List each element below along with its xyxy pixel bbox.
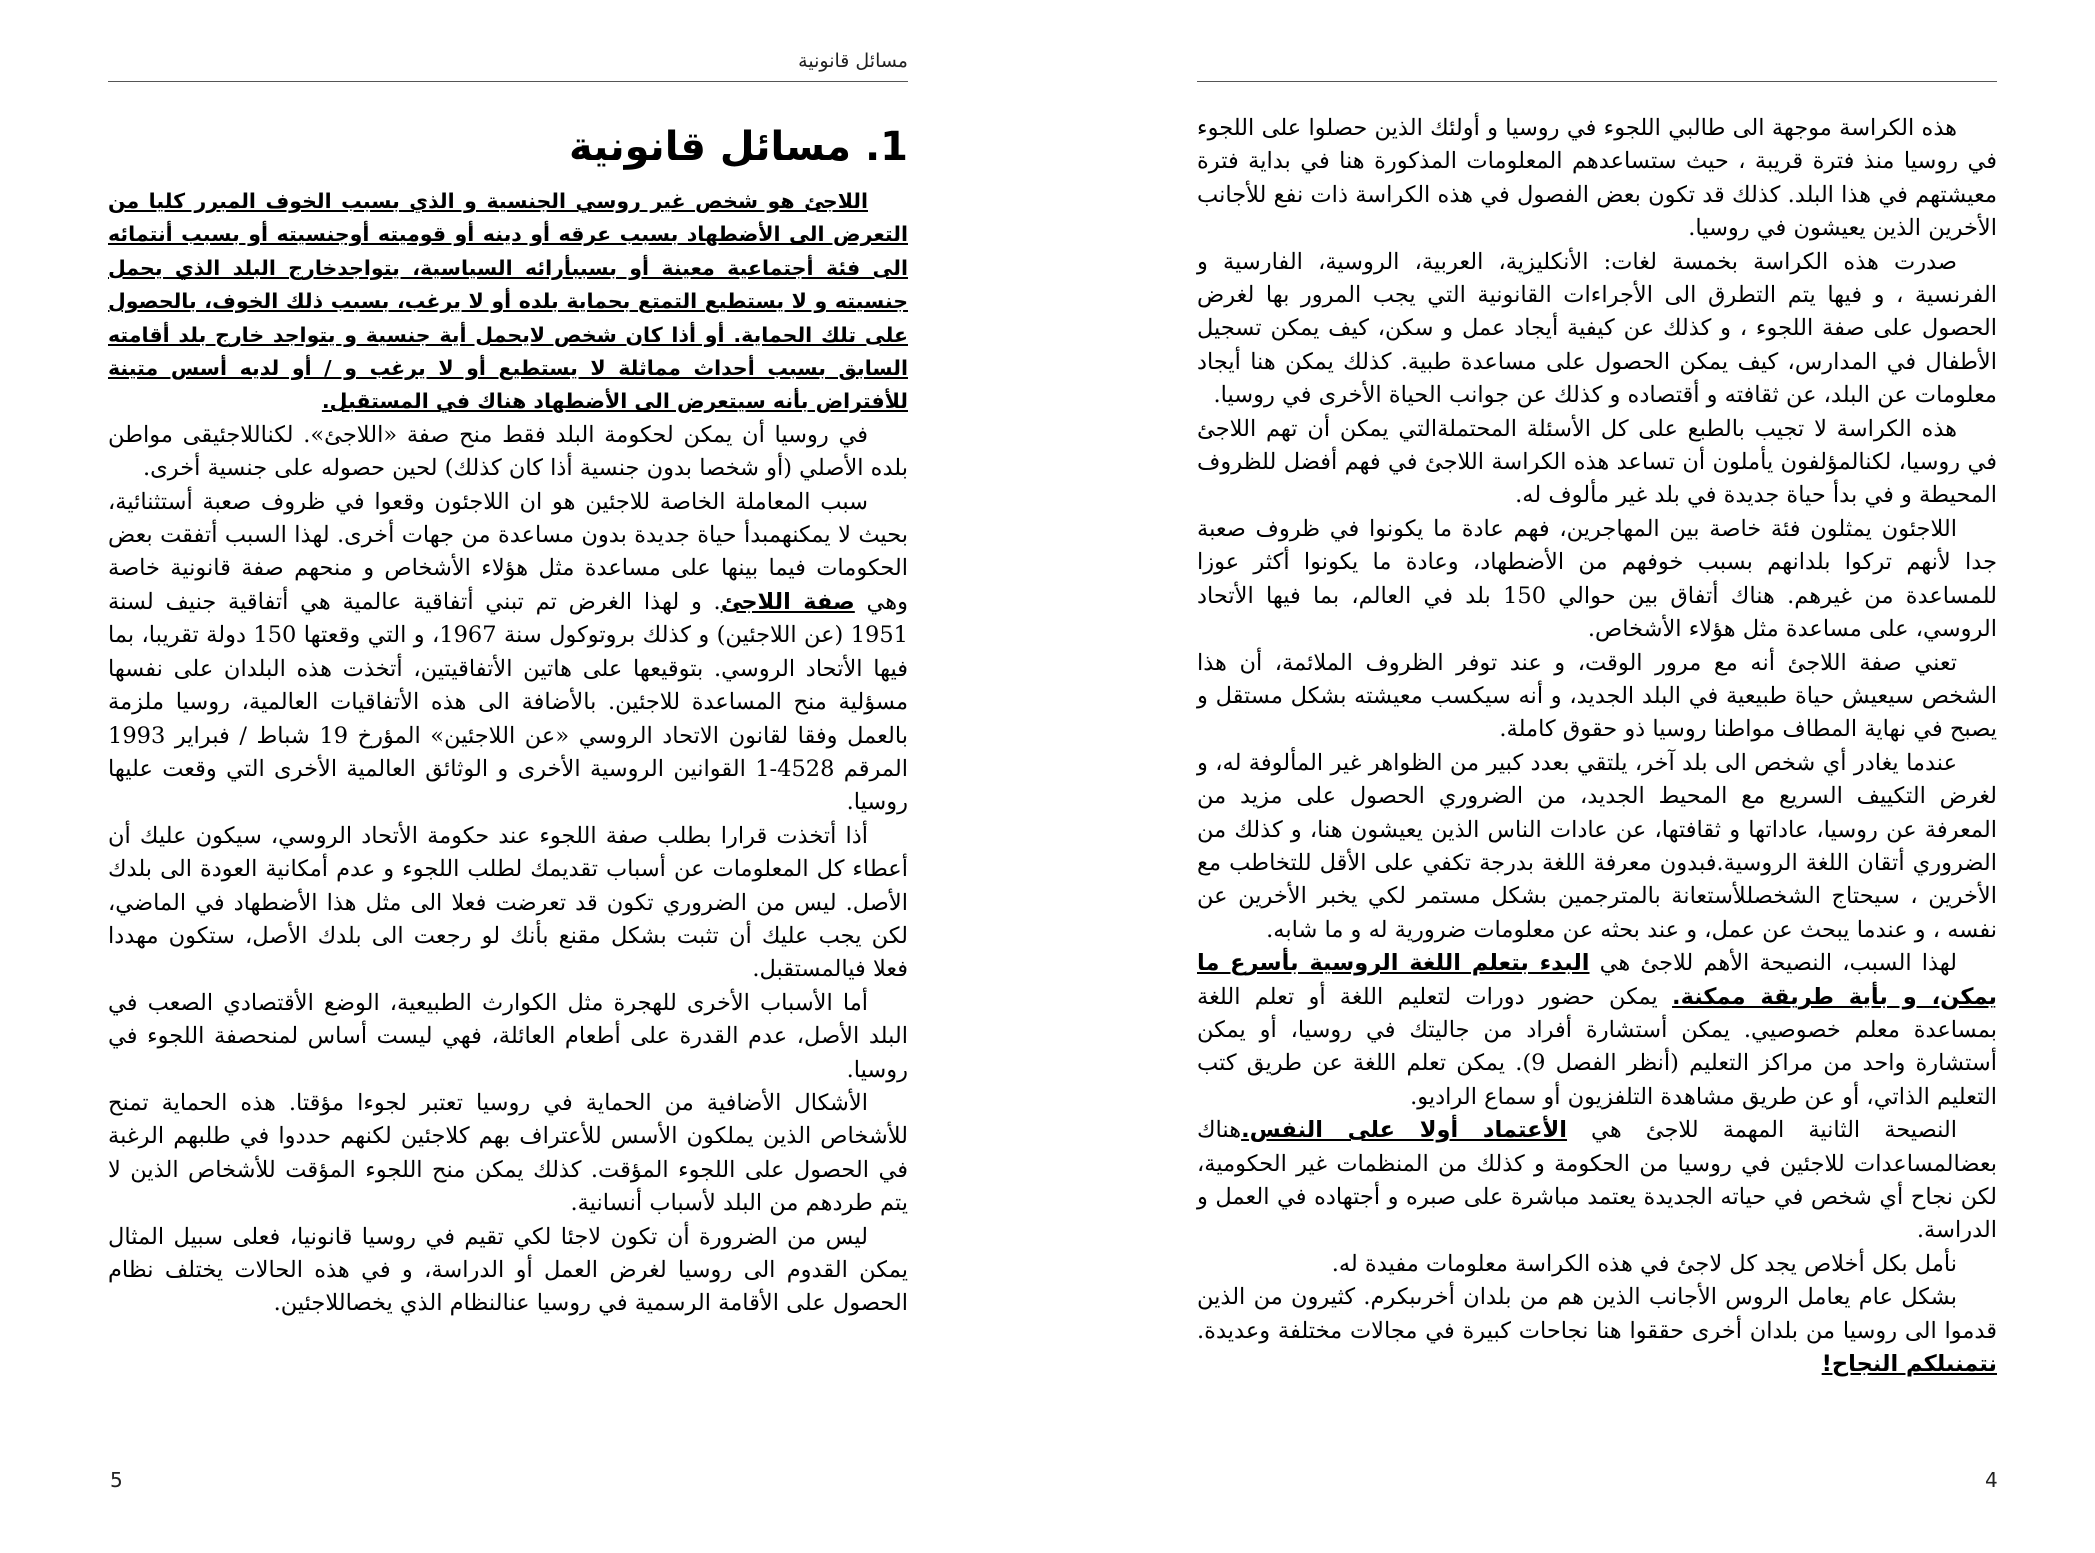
definition-text: اللاجئ هو شخص غير روسي الجنسية و الذي بسبب الخوف المبرر كليا من التعرض الى الأضطهاد بسبب عرقه أو دينه أو قوميته أوجنسيته أو بسبب أنتمائه الى فئة أجتماعية معينة أو بسببأرائه السياسية، يتواجدخارج البلد الذي يحمل جنسيته و لا يستطيع التمتع بحماية بلده أو لا يرغب، بسبب ذلك الخوف، بالحصول على تلك الحماية. أو أذا كان شخص لايحمل أية جنسية و يتواجد خارج بلد أقامته السابق بسبب أحداث مماثلة لا يستطيع أو لا يرغب و / أو لديه أسس متينة للأفتراض بأنه سيتعرض الى الأضطهاد هناك في المستقبل.: [108, 189, 908, 414]
paragraph: اللاجئون يمثلون فئة خاصة بين المهاجرين، فهم عادة ما يكونوا في ظروف صعبة جدا لأنهم تركوا بلدانهم بسبب خوفهم من الأضطهاد، وعادة ما يكونوا أكثر عوزا للمساعدة من غيرهم. هناك أتفاق بين حوالي 150 بلد في العالم، بما فيها الأتحاد الروسي، على مساعدة مثل هؤلاء الأشخاص.: [1197, 515, 1998, 643]
running-header: مسائل قانونية: [108, 50, 908, 82]
page-number: 5: [110, 1468, 123, 1492]
paragraph: نأمل بكل أخلاص يجد كل لاجئ في هذه الكراسة معلومات مفيدة له.: [1331, 1250, 1957, 1277]
left-column: [108, 185, 908, 1321]
paragraph: [108, 486, 908, 820]
highlight-text: الأعتماد أولا على النفس.: [1241, 1117, 1568, 1144]
chapter-title: 1. مسائل قانونية: [568, 124, 908, 170]
right-column: [1197, 112, 1997, 1381]
paragraph: أما الأسباب الأخرى للهجرة مثل الكوارث الطبيعية، الوضع الأقتصادي الصعب في البلد الأصل، عدم القدرة على أطعام العائلة، فهي ليست أساس لمنحصفة اللجوء في روسيا.: [108, 989, 908, 1083]
paragraph: في روسيا أن يمكن لحكومة البلد فقط منح صفة «اللاجئ». لكناللاجئيقى مواطن بلده الأصلي (أو شخصا بدون جنسية أذا كان كذلك) لحين حصوله على جنسية أخرى.: [108, 421, 908, 482]
highlight-text: صفة اللاجئ: [720, 588, 855, 615]
paragraph: تعني صفة اللاجئ أنه مع مرور الوقت، و عند توفر الظروف الملائمة، أن هذا الشخص سيعيش حياة طبيعية في البلد الجديد، و أنه سيكسب معيشته بشكل مستقل و يصبح في نهاية المطاف مواطنا روسيا ذو حقوق كاملة.: [1197, 649, 1997, 743]
paragraph-text: النصيحة الثانية المهمة للاجئ هي: [1567, 1117, 1958, 1144]
paragraph-text: لهذا السبب، النصيحة الأهم للاجئ هي: [1589, 950, 1958, 977]
highlight-text: البدء بتعلم اللغة الروسية بأسرع ما يمكن، و بأية طريقة ممكنة.: [1197, 950, 1997, 1010]
left-page: [0, 0, 1000, 1553]
paragraph: أذا أتخذت قرارا بطلب صفة اللجوء عند حكومة الأتحاد الروسي، سيكون عليك أن أعطاء كل المعلومات عن أسباب تقديمك لطلب اللجوء و عدم أمكانية العودة الى بلدك الأصل. ليس من الضروري تكون قد تعرضت فعلا الى مثل هذا الأضطهاد في الماضي، لكن يجب عليك أن تثبت بشكل مقنع بأنك لو رجعت الى بلدك الأصل، ستكون مهددا فعلا فيالمستقبل.: [108, 822, 908, 983]
refugee-definition: [108, 185, 908, 419]
paragraph: هذه الكراسة موجهة الى طالبي اللجوء في روسيا و أولئك الذين حصلوا على اللجوء في روسيا منذ فترة قريبة ، حيث ستساعدهم المعلومات المذكورة هنا في بداية فترة معيشتهم في هذا البلد. كذلك قد تكون بعض الفصول في هذه الكراسة ذات نفع للأجانب الأخرين الذين يعيشون في روسيا.: [1197, 115, 1997, 242]
paragraph: [1197, 1114, 1997, 1248]
paragraph: الأشكال الأضافية من الحماية في روسيا تعتبر لجوءا مؤقتا. هذه الحماية تمنح للأشخاص الذين يملكون الأسس للأعتراف بهم كلاجئين لكنهم حددوا في طلبهم الرغبة في الحصول على اللجوء المؤقت. كذلك يمكن منح اللجوء المؤقت للأشخاص الذين لا يتم طردهم من البلد لأسباب أنسانية.: [108, 1089, 908, 1217]
page-number: 4: [1985, 1468, 1998, 1492]
paragraph-text: هناك بعضالمساعدات للاجئين في روسيا من الحكومة و كذلك من المنظمات غير الحكومية، لكن نجاح أي شخص في حياته الجديدة يعتمد مباشرة على صبره و أجتهاده في العمل و الدراسة.: [1197, 1117, 1997, 1244]
paragraph: هذه الكراسة لا تجيب بالطبع على كل الأسئلة المحتملةالتي يمكن أن تهم اللاجئ في روسيا، لكنالمؤلفون يأملون أن تساعد هذه الكراسة اللاجئ في فهم أفضل للظروف المحيطة و في بدأ حياة جديدة في بلد غير مألوف له.: [1197, 415, 1997, 509]
paragraph: عندما يغادر أي شخص الى بلد آخر، يلتقي بعدد كبير من الظواهر غير المألوفة له، و لغرض التكييف السريع مع المحيط الجديد، من الضروري الحصول على مزيد من المعرفة عن روسيا، عاداتها و ثقافتها، عن عادات الناس الذين يعيشون هنا، و كذلك من الضروري أتقان اللغة الروسية.فبدون معرفة اللغة بدرجة تكفي على الأقل للتخاطب مع الأخرين ، سيحتاج الشخصللأستعانة بالمترجمين بشكل مستمر لكي يخبر الأخرين عن نفسه ، و عندما يبحث عن عمل، و عند بحثه عن معلومات ضرورية له و ما شابه.: [1197, 749, 1997, 943]
highlight-text: نتمنىلكم النجاح!: [1821, 1351, 1997, 1378]
paragraph-text: . و لهذا الغرض تم تبني أتفاقية عالمية هي أتفاقية جنيف لسنة 1951 (عن اللاجئين) و كذلك بروتوكول سنة 1967، و التي وقعتها 150 دولة تقريبا، بما فيها الأتحاد الروسي. بتوقيعها على هاتين الأتفاقيتين، أتخذت هذه البلدان على نفسها مسؤلية منح المساعدة للاجئين. بالأضافة الى هذه الأتفاقيات العالمية، روسيا ملزمة بالعمل وفقا لقانون الاتحاد الروسي «عن اللاجئين» المؤرخ 19 شباط / فبراير 1993 المرقم 4528-1 القوانين الروسية الأخرى و الوثائق العالمية الأخرى التي وقعت عليها روسيا.: [108, 588, 908, 816]
paragraph: [1197, 947, 1997, 1114]
right-page: [1080, 0, 2095, 1553]
paragraph: صدرت هذه الكراسة بخمسة لغات: الأنكليزية، العربية، الروسية، الفارسية و الفرنسية ، و فيها يتم التطرق الى الأجراءات القانونية التي يجب المرور بها لغرض الحصول على صفة اللجوء ، و كذلك عن كيفية أيجاد عمل و سكن، كيف يمكن تسجيل الأطفال في المدارس، كيف يمكن الحصول على مساعدة طبية. كذلك يمكن هنا أيجاد معلومات عن البلد، عن ثقافته و أقتصاده و كذلك عن جوانب الحياة الأخرى في روسيا.: [1197, 248, 1997, 409]
paragraph-text: سبب المعاملة الخاصة للاجئين هو ان اللاجئون وقعوا في ظروف صعبة أستثنائية، بحيث لا يمكنهمبدأ حياة جديدة بدون مساعدة من جهات أخرى. لهذا السبب أتفقت بعض الحكومات فيما بينها على مساعدة مثل هؤلاء الأشخاص و منحهم صفة قانونية خاصة وهي: [108, 488, 909, 615]
paragraph-text: يمكن حضور دورات لتعليم اللغة أو تعلم اللغة بمساعدة معلم خصوصيي. يمكن أستشارة أفراد من جاليتك في روسيا، أو يمكن أستشارة واحد من مراكز التعليم (أنظر الفصل 9). يمكن تعلم اللغة عن طريق كتب التعليم الذاتي، أو عن طريق مشاهدة التلفزيون أو سماع الراديو.: [1197, 983, 1997, 1110]
paragraph-text: بشكل عام يعامل الروس الأجانب الذين هم من بلدان أخرىبكرم. كثيرون من الذين قدموا الى روسيا من بلدان أخرى حققوا هنا نجاحات كبيرة في مجالات مختلفة وعديدة.: [1197, 1284, 1997, 1344]
paragraph: ليس من الضرورة أن تكون لاجئا لكي تقيم في روسيا قانونيا، فعلى سبيل المثال يمكن القدوم الى روسيا لغرض العمل أو الدراسة، و في هذه الحالات يختلف نظام الحصول على الأقامة الرسمية في روسيا عنالنظام الذي يخصاللاجئين.: [108, 1223, 908, 1317]
paragraph: [1197, 1281, 1997, 1381]
